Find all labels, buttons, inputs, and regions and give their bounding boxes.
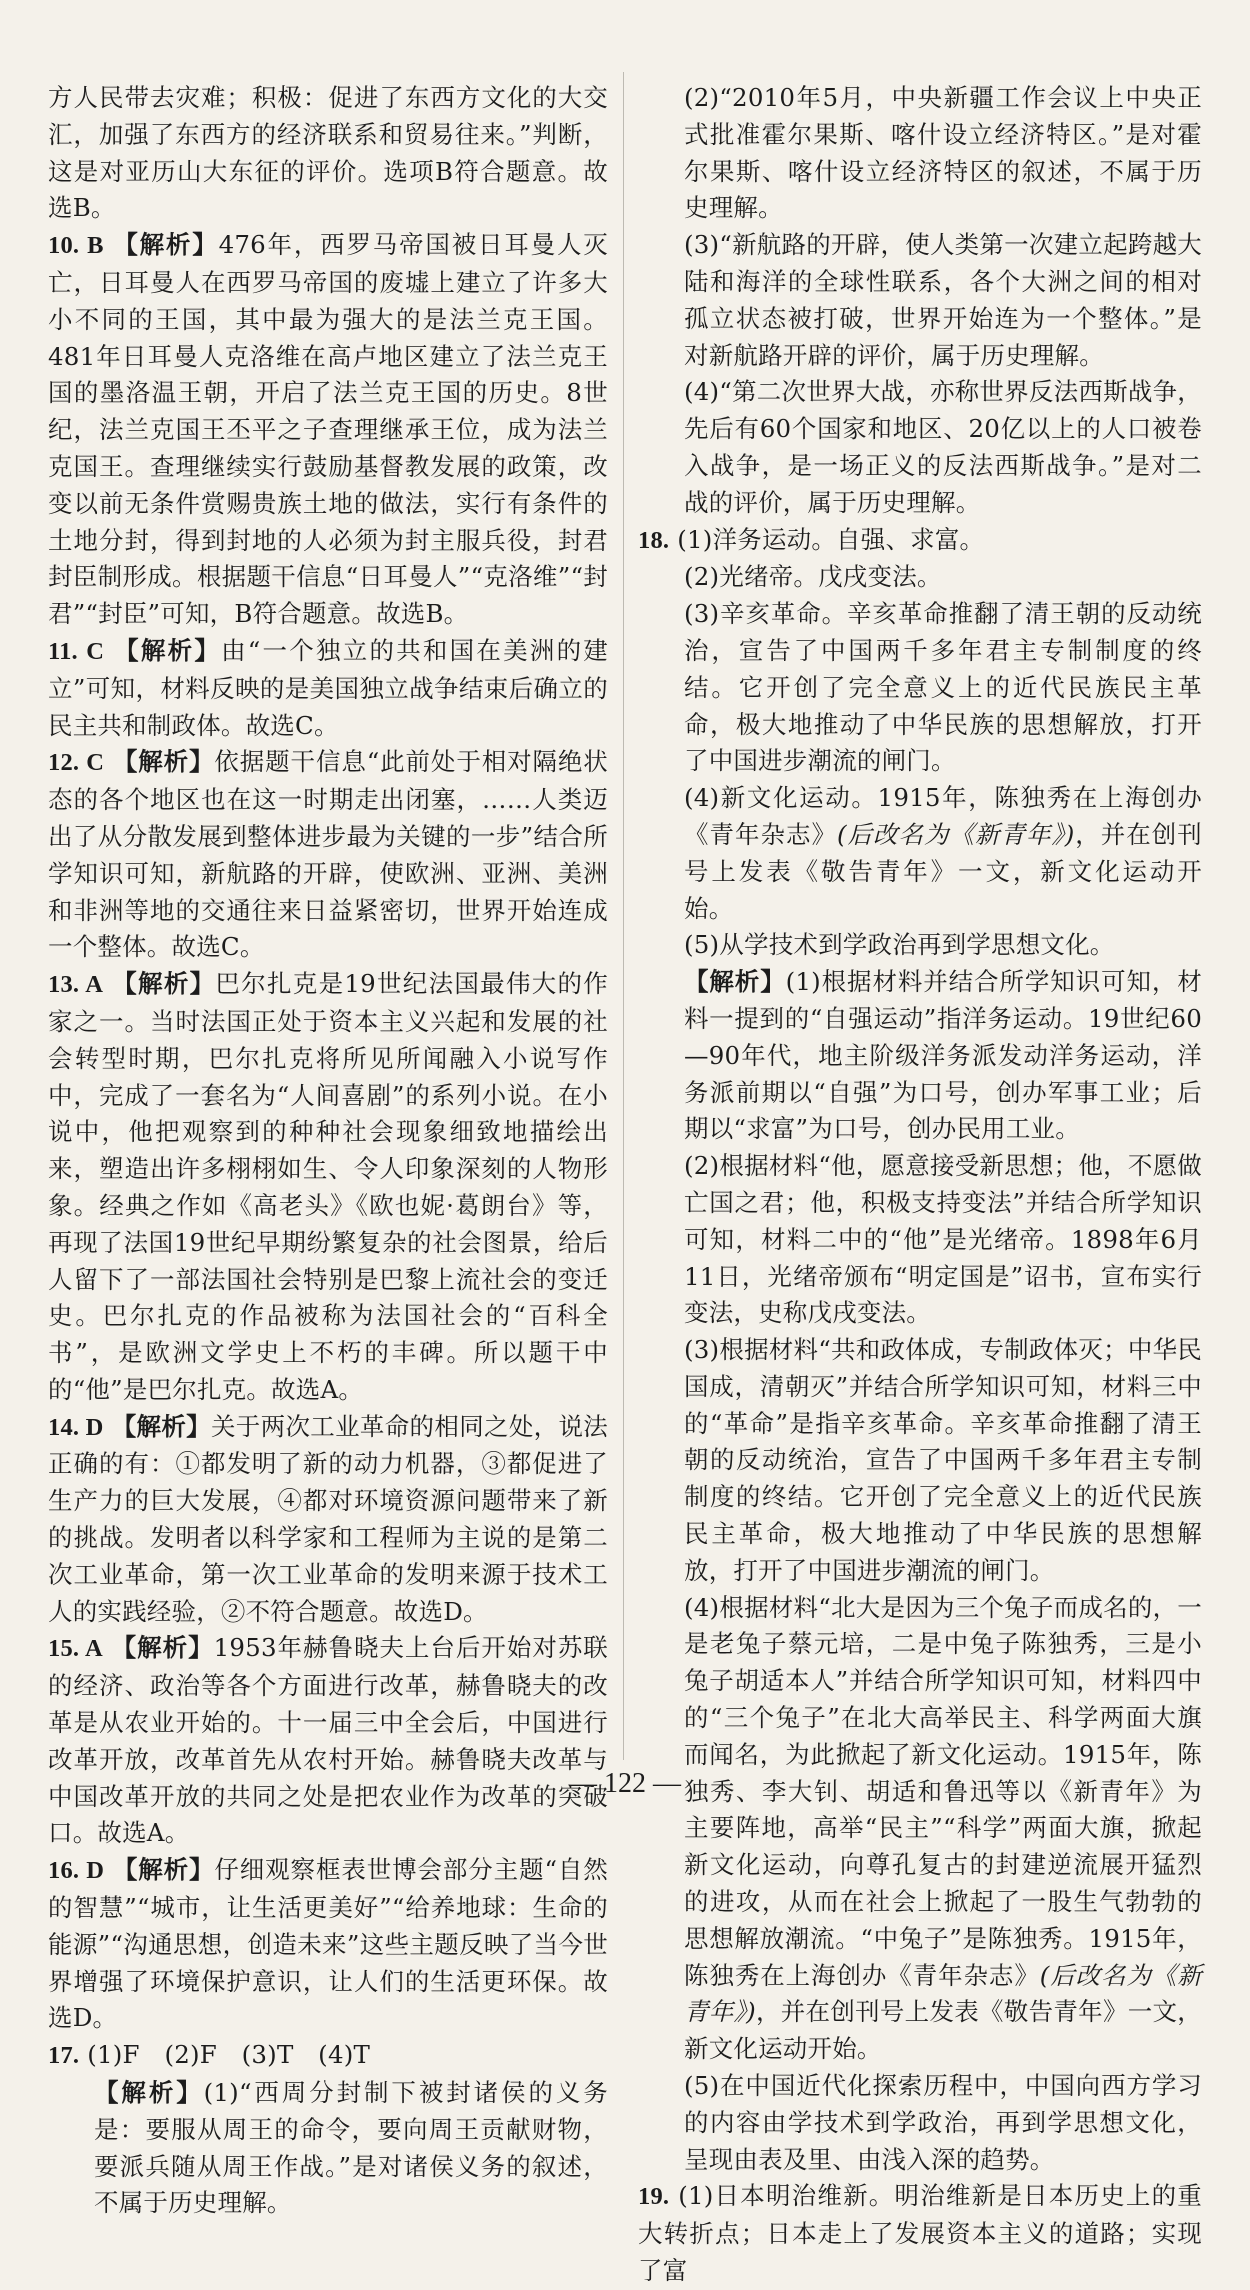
answer-17: 17. (1)F (2)F (3)T (4)T xyxy=(48,2040,371,2070)
right-column xyxy=(638,80,1202,2290)
answer-18-part-4: (4)新文化运动。1915年，陈独秀在上海创办《青年杂志》(后改名为《新青年》)，并在创刊号上发表《敬告青年》一文，新文化运动开始。 xyxy=(684,783,1202,923)
continued-paragraph: 方人民带去灾难；积极：促进了东西方文化的大交汇，加强了东西方的经济联系和贸易往来。”判断，这是对亚历山大东征的评价。选项B符合题意。故选B。 xyxy=(48,83,608,223)
answer-18-explanation-3: (3)根据材料“共和政体成，专制政体灭；中华民国成，清朝灭”并结合所学知识可知，材料三中的“革命”是指辛亥革命。辛亥革命推翻了清王朝的反动统治，宣告了中国两千多年君主专制制度的终结。它开创了完全意义上的近代民族民主革命，极大地推动了中华民族的思想解放，打开了中国进步潮流的闸门。 xyxy=(684,1335,1202,1585)
answer-14: 14. D 【解析】关于两次工业革命的相同之处，说法正确的有：①都发明了新的动力机器，③都促进了生产力的巨大发展，④都对环境资源问题带来了新的挑战。发明者以科学家和工程师为主说的是第二次工业革命，第一次工业革命的发明来源于技术工人的实践经验，②不符合题意。故选D。 xyxy=(48,1411,608,1626)
answer-17-part-4: (4)“第二次世界大战，亦称世界反法西斯战争，先后有60个国家和地区、20亿以上的人口被卷入战争，是一场正义的反法西斯战争。”是对二战的评价，属于历史理解。 xyxy=(684,377,1202,517)
answer-15: 15. A 【解析】1953年赫鲁晓夫上台后开始对苏联的经济、政治等各个方面进行改革，赫鲁晓夫的改革是从农业开始的。十一届三中全会后，中国进行改革开放，改革首先从农村开始。赫鲁晓夫改革与中国改革开放的共同之处是把农业作为改革的突破口。故选A。 xyxy=(48,1633,608,1848)
answer-12: 12. C 【解析】依据题干信息“此前处于相对隔绝状态的各个地区也在这一时期走出闭塞，……人类迈出了从分散发展到整体进步最为关键的一步”结合所学知识可知，新航路的开辟，使欧洲、亚洲、美洲和非洲等地的交通往来日益紧密切，世界开始连成一个整体。故选C。 xyxy=(48,747,608,962)
answer-18: 18. (1)洋务运动。自强、求富。 xyxy=(638,524,985,554)
answer-16: 16. D 【解析】仔细观察框表世博会部分主题“自然的智慧”“城市，让生活更美好”“给养地球：生命的能源”“沟通思想，创造未来”这些主题反映了当今世界增强了环境保护意识，让人们的生活更环保。故选D。 xyxy=(48,1855,608,2033)
answer-18-part-5: (5)从学技术到学政治再到学思想文化。 xyxy=(684,930,1115,960)
answer-13: 13. A 【解析】巴尔扎克是19世纪法国最伟大的作家之一。当时法国正处于资本主义兴起和发展的社会转型时期，巴尔扎克将所见所闻融入小说写作中，完成了一套名为“人间喜剧”的系列小说。在小说中，他把观察到的种种社会现象细致地描绘出来，塑造出许多栩栩如生、令人印象深刻的人物形象。经典之作如《高老头》《欧也妮·葛朗台》等，再现了法国19世纪早期纷繁复杂的社会图景，给后人留下了一部法国社会特别是巴黎上流社会的变迁史。巴尔扎克的作品被称为法国社会的“百科全书”，是欧洲文学史上不朽的丰碑。所以题干中的“他”是巴尔扎克。故选A。 xyxy=(48,969,608,1404)
left-column xyxy=(48,80,608,2222)
answer-17-explanation: 【解析】(1)“西周分封制下被封诸侯的义务是：要服从周王的命令，要向周王贡献财物，要派兵随从周王作战。”是对诸侯义务的叙述，不属于历史理解。 xyxy=(94,2078,608,2218)
answer-10: 10. B 【解析】476年，西罗马帝国被日耳曼人灭亡，日耳曼人在西罗马帝国的废墟上建立了许多大小不同的王国，其中最为强大的是法兰克王国。481年日耳曼人克洛维在高卢地区建立了法兰克王国的墨洛温王朝，开启了法兰克王国的历史。8世纪，法兰克国王丕平之子查理继承王位，成为法兰克国王。查理继续实行鼓励基督教发展的政策，改变以前无条件赏赐贵族土地的做法，实行有条件的土地分封，得到封地的人必须为封主服兵役，封君封臣制形成。根据题干信息“日耳曼人”“克洛维”“封君”“封臣”可知，B符合题意。故选B。 xyxy=(48,230,608,629)
answer-18-part-2: (2)光绪帝。戊戌变法。 xyxy=(684,562,942,592)
answer-18-explanation-5: (5)在中国近代化探索历程中，中国向西方学习的内容由学技术到学政治，再到学思想文化，呈现由表及里、由浅入深的趋势。 xyxy=(684,2071,1202,2174)
answer-18-explanation-1: 【解析】(1)根据材料并结合所学知识可知，材料一提到的“自强运动”指洋务运动。19世纪60—90年代，地主阶级洋务派发动洋务运动，洋务派前期以“自强”为口号，创办军事工业；后期以“求富”为口号，创办民用工业。 xyxy=(684,967,1202,1144)
answer-17-part-3: (3)“新航路的开辟，使人类第一次建立起跨越大陆和海洋的全球性联系，各个大洲之间的相对孤立状态被打破，世界开始连为一个整体。”是对新航路开辟的评价，属于历史理解。 xyxy=(684,230,1202,370)
column-divider xyxy=(623,72,624,1760)
answer-19: 19. (1)日本明治维新。明治维新是日本历史上的重大转折点；日本走上了发展资本主义的道路；实现了富 xyxy=(638,2181,1202,2286)
answer-17-part-2: (2)“2010年5月，中央新疆工作会议上中央正式批准霍尔果斯、喀什设立经济特区。”是对霍尔果斯、喀什设立经济特区的叙述，不属于历史理解。 xyxy=(684,83,1202,223)
answer-18-part-3: (3)辛亥革命。辛亥革命推翻了清王朝的反动统治，宣告了中国两千多年君主专制制度的终结。它开创了完全意义上的近代民族民主革命，极大地推动了中华民族的思想解放，打开了中国进步潮流的闸门。 xyxy=(684,599,1202,776)
answer-18-explanation-2: (2)根据材料“他，愿意接受新思想；他，不愿做亡国之君；他，积极支持变法”并结合所学知识可知，材料二中的“他”是光绪帝。1898年6月11日，光绪帝颁布“明定国是”诏书，宣布实行变法，史称戊戌变法。 xyxy=(684,1151,1202,1328)
answer-18-explanation-4: (4)根据材料“北大是因为三个兔子而成名的，一是老兔子蔡元培，二是中兔子陈独秀，三是小兔子胡适本人”并结合所学知识可知，材料四中的“三个兔子”在北大高举民主、科学两面大旗而闻名，为此掀起了新文化运动。1915年，陈独秀、李大钊、胡适和鲁迅等以《新青年》为主要阵地，高举“民主”“科学”两面大旗，掀起新文化运动，向尊孔复古的封建逆流展开猛烈的进攻，从而在社会上掀起了一股生气勃勃的思想解放潮流。“中兔子”是陈独秀。1915年，陈独秀在上海创办《青年杂志》(后改名为《新青年》)，并在创刊号上发表《敬告青年》一文，新文化运动开始。 xyxy=(684,1592,1202,2064)
page-number: — 122 — xyxy=(569,1768,681,1799)
answer-11: 11. C 【解析】由“一个独立的共和国在美洲的建立”可知，材料反映的是美国独立战争结束后确立的民主共和制政体。故选C。 xyxy=(48,635,608,740)
